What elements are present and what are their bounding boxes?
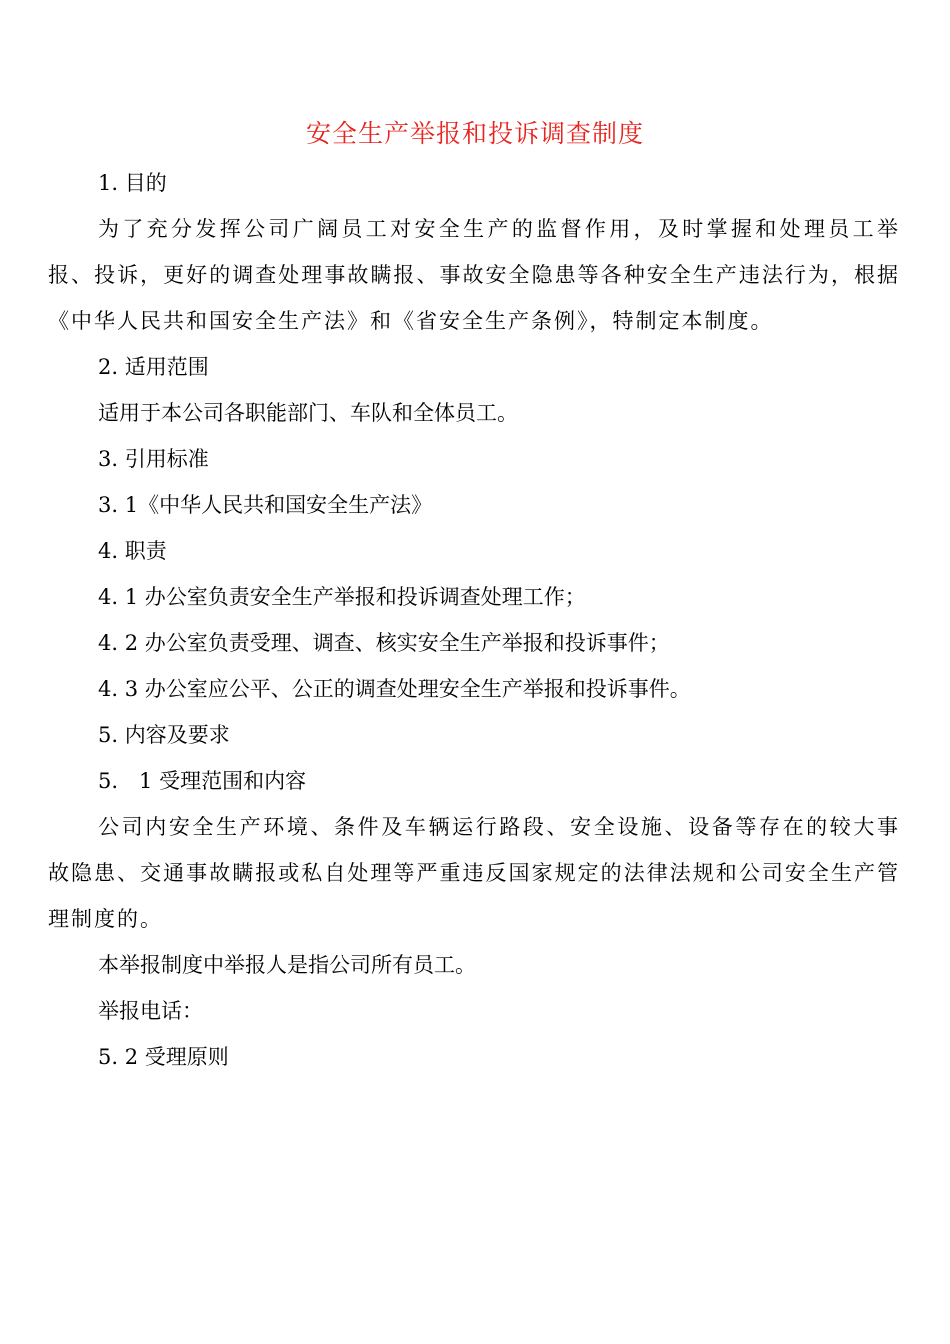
section-heading-duties: 4. 职责 <box>98 539 167 563</box>
paragraph-report-phone: 举报电话： <box>98 999 203 1023</box>
list-item-duty-1: 4. 1 办公室负责安全生产举报和投诉调查处理工作； <box>98 585 586 609</box>
paragraph-acceptance-scope: 公司内安全生产环境、条件及车辆运行路段、安全设施、设备等存在的较大事故隐患、交通事故瞒报或私自处理等严重违反国家规定的法律法规和公司安全生产管理制度的。 <box>48 815 900 931</box>
section-heading-references: 3. 引用标准 <box>98 447 209 471</box>
document-body <box>48 160 900 1080</box>
subsection-heading-acceptance-scope: 5. 1 受理范围和内容 <box>98 769 307 793</box>
paragraph-scope: 适用于本公司各职能部门、车队和全体员工。 <box>98 401 518 425</box>
section-heading-scope: 2. 适用范围 <box>98 355 209 379</box>
section-heading-purpose: 1. 目的 <box>98 171 167 195</box>
paragraph-purpose: 为了充分发挥公司广阔员工对安全生产的监督作用，及时掌握和处理员工举报、投诉，更好的调查处理事故瞒报、事故安全隐患等各种安全生产违法行为，根据《中华人民共和国安全生产法》和《省安全生产条例》，特制定本制度。 <box>48 217 900 333</box>
section-heading-requirements: 5. 内容及要求 <box>98 723 230 747</box>
list-item-reference-1: 3. 1《中华人民共和国安全生产法》 <box>98 493 433 517</box>
list-item-duty-3: 4. 3 办公室应公平、公正的调查处理安全生产举报和投诉事件。 <box>98 677 691 701</box>
list-item-duty-2: 4. 2 办公室负责受理、调查、核实安全生产举报和投诉事件； <box>98 631 670 655</box>
document-title: 安全生产举报和投诉调查制度 <box>305 119 644 148</box>
subsection-heading-acceptance-principles: 5. 2 受理原则 <box>98 1045 229 1069</box>
paragraph-whistleblower-definition: 本举报制度中举报人是指公司所有员工。 <box>98 953 476 977</box>
